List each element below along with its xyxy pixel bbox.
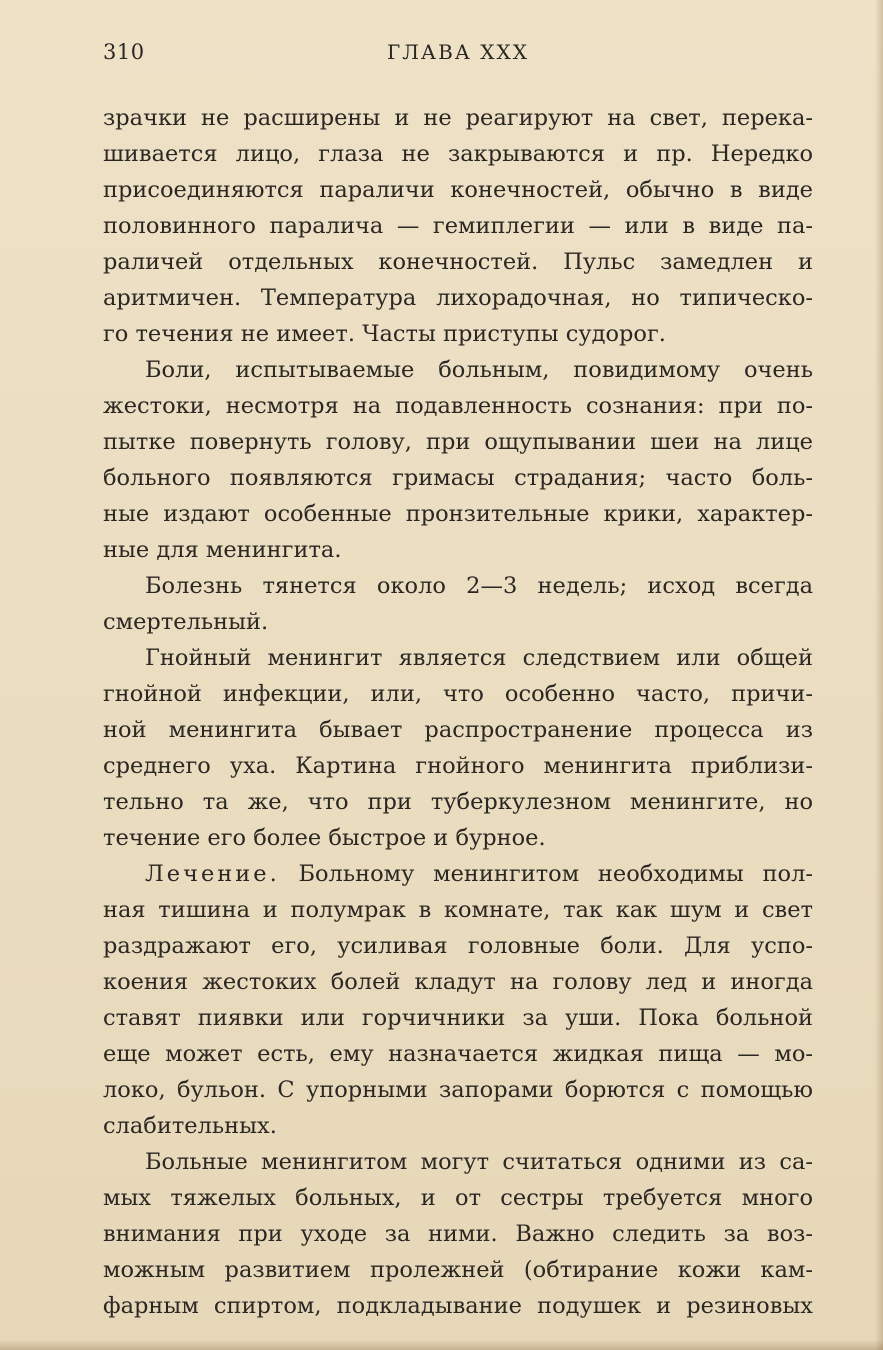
paragraph	[103, 100, 813, 352]
text-line: присоединяются параличи конечностей, обычно в виде	[103, 177, 813, 203]
page-bottom-shadow	[0, 1340, 883, 1350]
text-line: гнойной инфекции, или, что особенно часто, причи-	[103, 681, 813, 707]
text-line: жестоки, несмотря на подавленность сознания: при по-	[103, 393, 813, 419]
text-line: смертельный.	[103, 609, 269, 635]
text-line: Болезнь тянется около 2—3 недель; исход всегда	[145, 573, 813, 599]
text-line: ставят пиявки или горчичники за уши. Пока больной	[103, 1005, 813, 1031]
text-line: раличей отдельных конечностей. Пульс замедлен и	[103, 249, 813, 275]
text-line: ные издают особенные пронзительные крики, характер-	[103, 501, 813, 527]
text-line: локо, бульон. С упорными запорами борются с помощью	[103, 1077, 813, 1103]
section-lead: Лечение.	[145, 861, 280, 887]
body-text	[103, 100, 813, 1324]
text-line: Гнойный менингит является следствием или общей	[145, 645, 813, 671]
text-line: течение его более быстрое и бурное.	[103, 825, 546, 851]
text-line: слабительных.	[103, 1113, 277, 1139]
text-line: фарным спиртом, подкладывание подушек и резиновых	[103, 1293, 813, 1319]
text-line: ной менингита бывает распространение процесса из	[103, 717, 813, 743]
text-line: зрачки не расширены и не реагируют на свет, перека-	[103, 105, 813, 131]
text-line: аритмичен. Температура лихорадочная, но типическо-	[103, 285, 813, 311]
text-line: коения жестоких болей кладут на голову лед и иногда	[103, 969, 813, 995]
text-line: половинного паралича — гемиплегии — или в виде па-	[103, 213, 813, 239]
paragraph-treatment	[103, 856, 813, 1144]
text-line: ные для менингита.	[103, 537, 342, 563]
text-line: раздражают его, усиливая головные боли. Для успо-	[103, 933, 813, 959]
text-line: больного появляются гримасы страдания; часто боль-	[103, 465, 813, 491]
text-line: можным развитием пролежней (обтирание кожи кам-	[103, 1257, 813, 1283]
text-line: еще может есть, ему назначается жидкая пища — мо-	[103, 1041, 813, 1067]
text-line: среднего уха. Картина гнойного менингита приблизи-	[103, 753, 813, 779]
page-number: 310	[103, 40, 145, 64]
page-edge-shadow	[875, 0, 883, 1350]
text-line: тельно та же, что при туберкулезном менингите, но	[103, 789, 813, 815]
text-line: Боли, испытываемые больным, повидимому очень	[145, 357, 813, 383]
paragraph	[103, 640, 813, 856]
paragraph	[103, 1144, 813, 1324]
text-line: Больные менингитом могут считаться одними из са-	[145, 1149, 813, 1175]
text-line: го течения не имеет. Часты приступы судорог.	[103, 321, 666, 347]
paragraph	[103, 352, 813, 568]
running-head	[103, 40, 813, 72]
text-line: пытке повернуть голову, при ощупывании шеи на лице	[103, 429, 813, 455]
text-line	[103, 856, 813, 892]
text-line: ная тишина и полумрак в комнате, так как шум и свет	[103, 897, 813, 923]
paragraph	[103, 568, 813, 640]
chapter-title: ГЛАВА XXX	[387, 40, 529, 64]
text-line: внимания при уходе за ними. Важно следить за воз-	[103, 1221, 813, 1247]
text-line-rest: Больному менингитом необходимы пол-	[279, 861, 813, 887]
text-line: мых тяжелых больных, и от сестры требуется много	[103, 1185, 813, 1211]
text-line: шивается лицо, глаза не закрываются и пр. Нередко	[103, 141, 813, 167]
